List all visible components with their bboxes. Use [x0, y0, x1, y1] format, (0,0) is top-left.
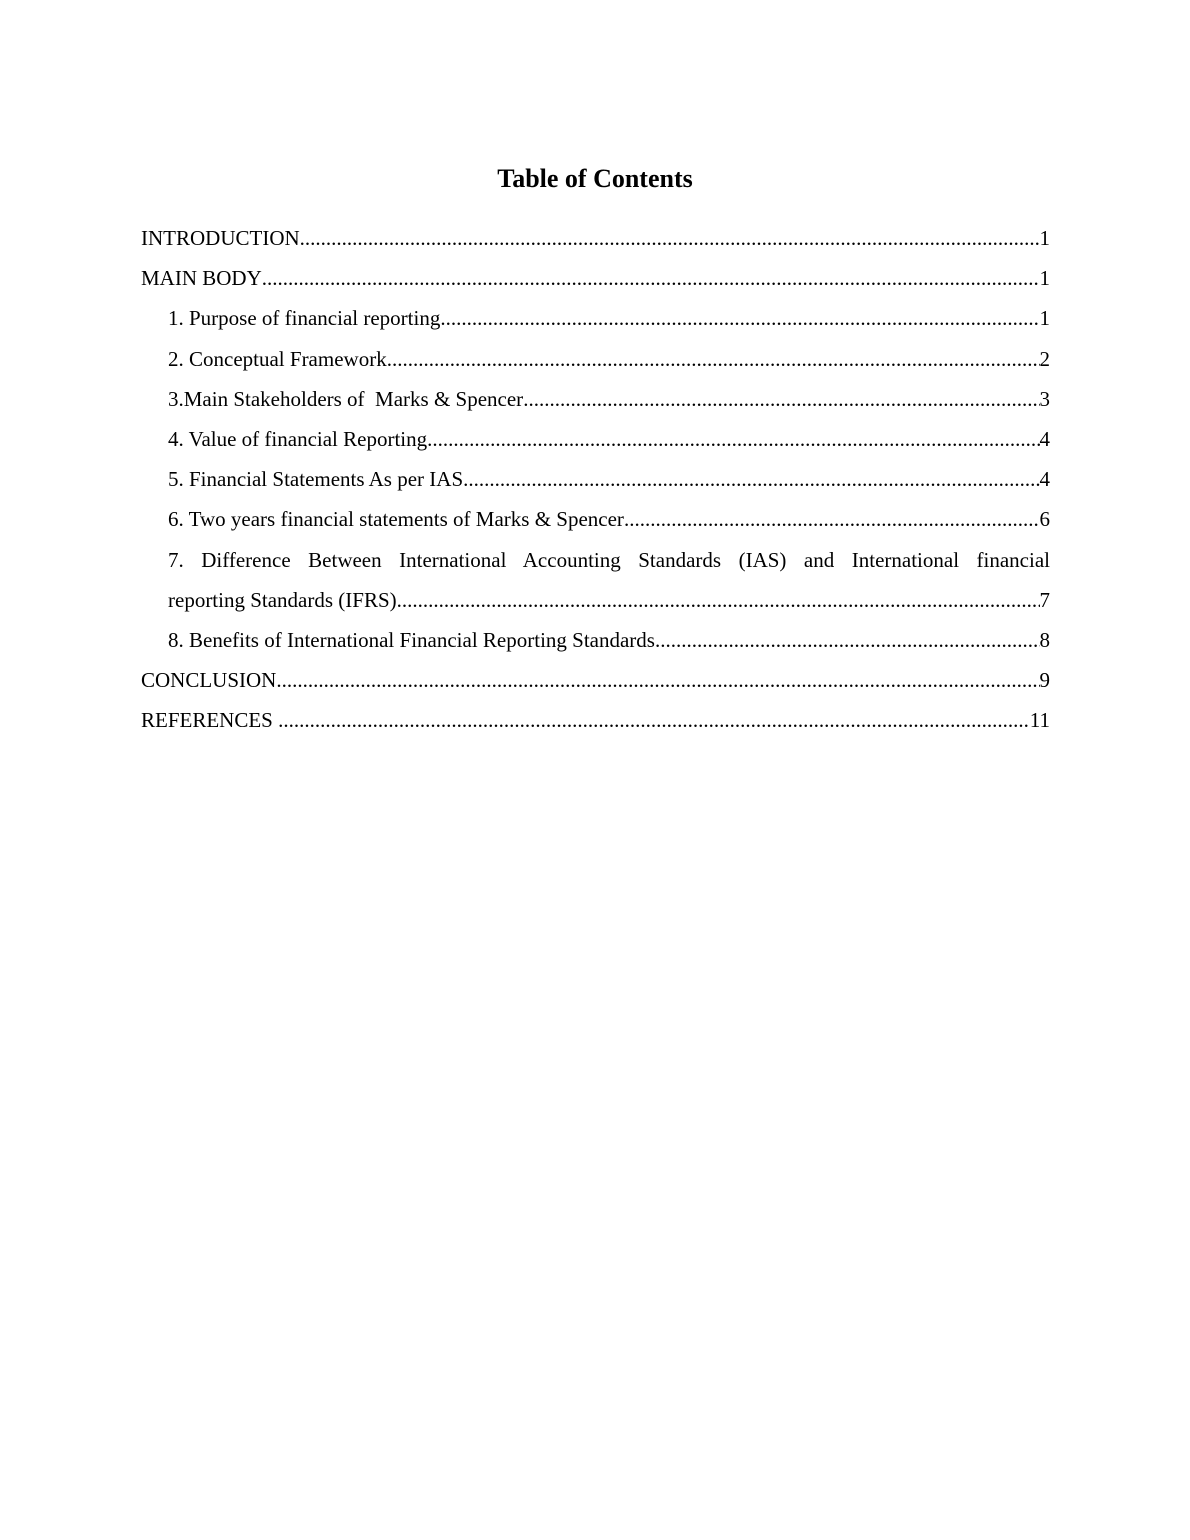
toc-entry-value-of-financial-reporting[interactable]	[141, 419, 1050, 459]
toc-entry-introduction[interactable]	[141, 218, 1050, 258]
toc-list	[141, 218, 1050, 740]
toc-entry-page-number: 3	[1040, 379, 1051, 419]
toc-entry-page-number: 2	[1040, 339, 1051, 379]
toc-entry-page-number: 4	[1040, 419, 1051, 459]
toc-entry-ias-vs-ifrs[interactable]	[141, 540, 1050, 620]
toc-entry-label: 5. Financial Statements As per IAS	[168, 459, 463, 499]
toc-entry-label: 8. Benefits of International Financial Reporting Standards	[168, 620, 655, 660]
toc-entry-label: MAIN BODY	[141, 258, 262, 298]
dot-leader	[655, 620, 1040, 660]
toc-entry-label: INTRODUCTION	[141, 218, 300, 258]
toc-entry-main-stakeholders[interactable]	[141, 379, 1050, 419]
toc-entry-page-number: 7	[1040, 580, 1051, 620]
dot-leader	[278, 700, 1030, 740]
toc-entry-main-body[interactable]	[141, 258, 1050, 298]
toc-entry-page-number: 6	[1040, 499, 1051, 539]
toc-entry-page-number: 4	[1040, 459, 1051, 499]
dot-leader	[276, 660, 1039, 700]
toc-entry-label: 4. Value of financial Reporting	[168, 419, 427, 459]
dot-leader	[397, 580, 1040, 620]
toc-entry-benefits-of-ifrs[interactable]	[141, 620, 1050, 660]
toc-entry-label-line-2: reporting Standards (IFRS)	[168, 580, 397, 620]
toc-title: Table of Contents	[497, 164, 693, 193]
dot-leader	[440, 298, 1039, 338]
toc-entry-label: 1. Purpose of financial reporting	[168, 298, 440, 338]
toc-entry-page-number: 11	[1030, 700, 1050, 740]
toc-entry-references[interactable]	[141, 700, 1050, 740]
toc-entry-page-number: 9	[1040, 660, 1051, 700]
toc-entry-label: 6. Two years financial statements of Marks & Spencer	[168, 499, 624, 539]
toc-entry-page-number: 1	[1040, 218, 1051, 258]
dot-leader	[463, 459, 1039, 499]
dot-leader	[427, 419, 1039, 459]
toc-entry-conceptual-framework[interactable]	[141, 339, 1050, 379]
toc-entry-purpose-of-financial-reporting[interactable]	[141, 298, 1050, 338]
toc-entry-page-number: 1	[1040, 298, 1051, 338]
toc-entry-financial-statements-ias[interactable]	[141, 459, 1050, 499]
dot-leader	[387, 339, 1040, 379]
dot-leader	[262, 258, 1040, 298]
toc-entry-page-number: 8	[1040, 620, 1051, 660]
dot-leader	[523, 379, 1039, 419]
toc-entry-label-line-1: 7. Difference Between International Accounting Standards (IAS) and International financial	[168, 547, 1050, 572]
toc-entry-label: 3.Main Stakeholders of Marks & Spencer	[168, 379, 523, 419]
toc-entry-page-number: 1	[1040, 258, 1051, 298]
dot-leader	[624, 499, 1040, 539]
toc-entry-line-2	[168, 580, 1050, 620]
toc-entry-conclusion[interactable]	[141, 660, 1050, 700]
toc-entry-label: CONCLUSION	[141, 660, 276, 700]
toc-entry-label: 2. Conceptual Framework	[168, 339, 387, 379]
dot-leader	[300, 218, 1040, 258]
toc-entry-label: REFERENCES	[141, 700, 278, 740]
toc-entry-two-years-financial-statements[interactable]	[141, 499, 1050, 539]
